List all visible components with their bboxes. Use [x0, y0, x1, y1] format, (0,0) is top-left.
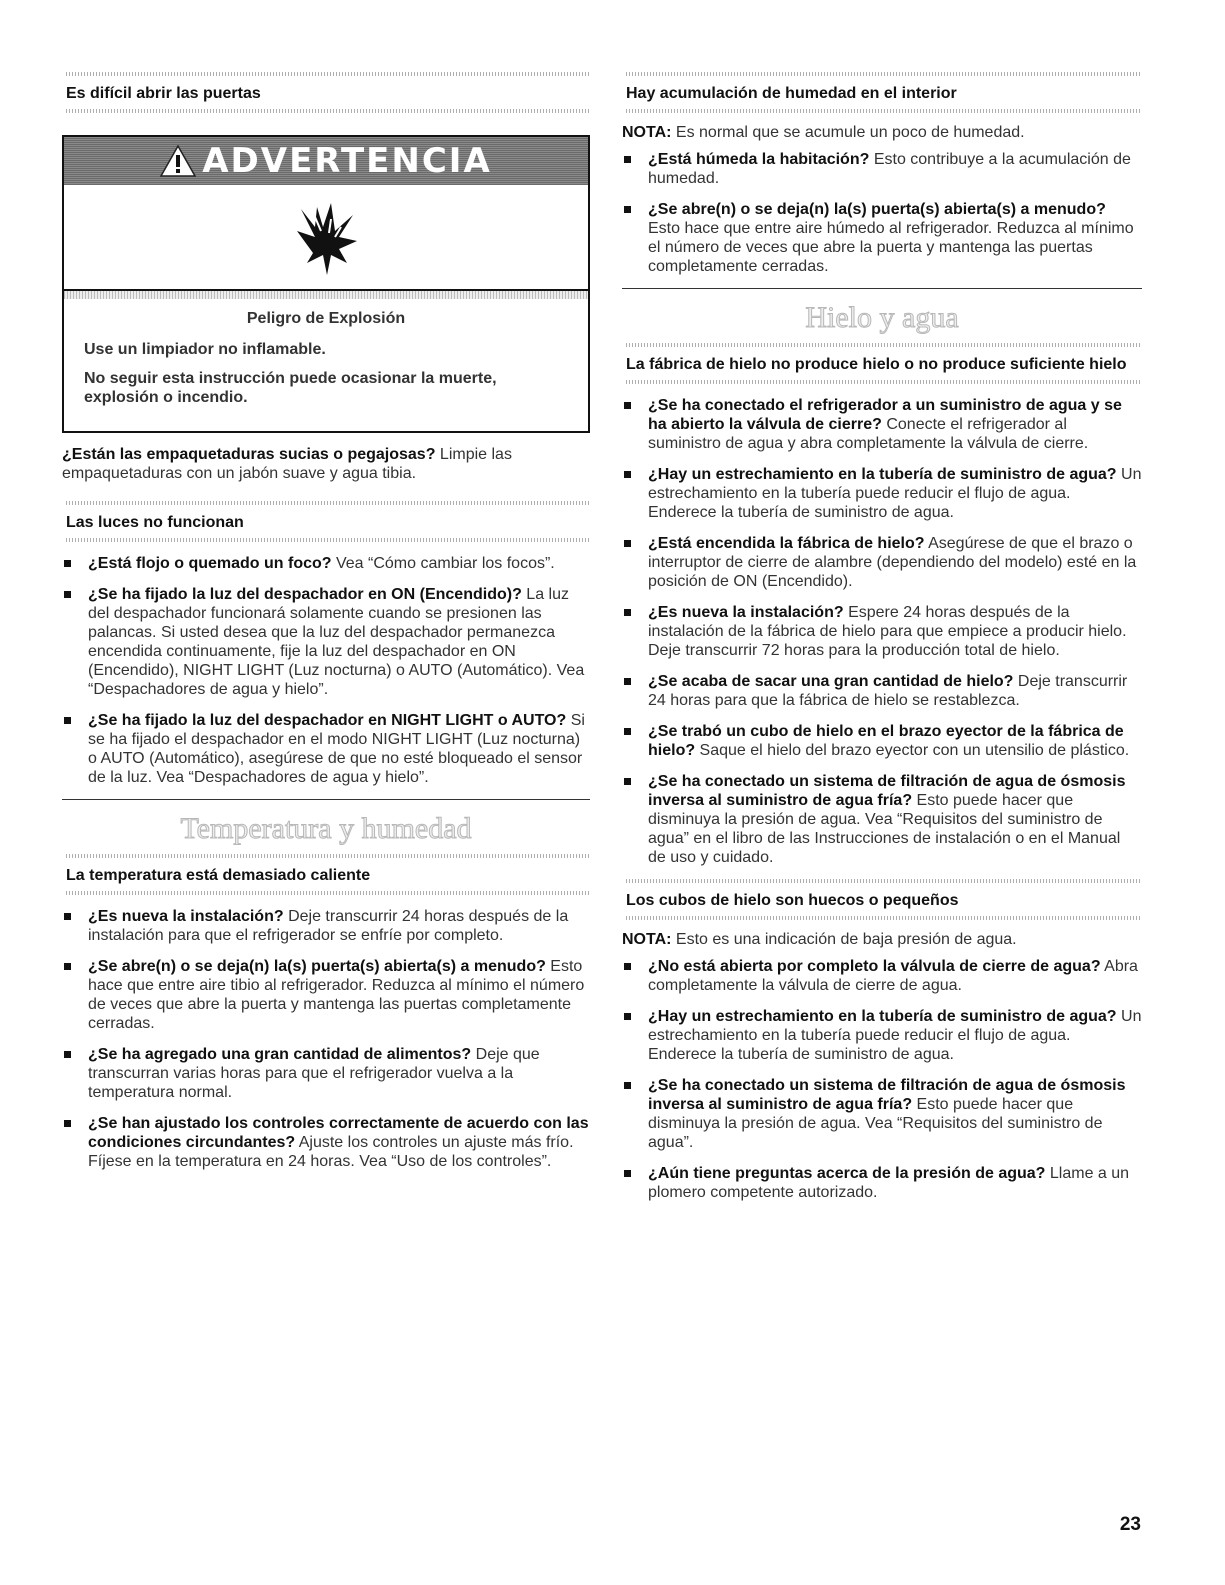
question-text: ¿Está húmeda la habitación? [648, 151, 870, 168]
dotted-rule [626, 879, 1142, 883]
question-text: ¿Se trabó un cubo de hielo en el brazo eyector de la fábrica de hielo? [648, 723, 1124, 759]
dotted-rule [66, 538, 590, 542]
explosion-icon [291, 197, 361, 277]
list-item [622, 200, 1142, 276]
note-text: Es normal que se acumule un poco de humedad. [671, 124, 1025, 141]
dotted-rule [66, 109, 590, 113]
warning-hazard: Peligro de Explosión [246, 310, 406, 327]
question-text: ¿Hay un estrechamiento en la tubería de suministro de agua? [648, 466, 1117, 483]
dotted-rule [66, 891, 590, 895]
dotted-rule [66, 854, 590, 858]
answer-text: Esto contribuye a la acumulación de humedad. [648, 151, 1131, 187]
note-label: NOTA: [622, 124, 672, 141]
list-item [622, 1164, 1142, 1202]
note-text: Esto es una indicación de baja presión de agua. [671, 931, 1017, 948]
list-item [62, 585, 590, 699]
heading-text: Los cubos de hielo son huecos o pequeños [626, 892, 959, 909]
question-text: ¿Se ha conectado un sistema de filtración de agua de ósmosis inversa al suministro de agua fría? [648, 773, 1126, 809]
answer-text: Deje transcurrir 24 horas después de la instalación para que el refrigerador se enfríe por completo. [88, 908, 569, 944]
note-label: NOTA: [622, 931, 672, 948]
question-text: ¿Se han ajustado los controles correctamente de acuerdo con las condiciones circundantes? [88, 1115, 589, 1151]
answer-text: Esto puede hacer que disminuya la presión de agua. Vea “Requisitos del suministro de agua” en el libro de las Instrucciones de instalación o en el Manual de uso y cuidado. [648, 792, 1121, 866]
heading-text: Hay acumulación de humedad en el interior [626, 85, 957, 102]
gaskets-paragraph [62, 445, 590, 483]
question-text: ¿Están las empaquetaduras sucias o pegajosas? [62, 446, 436, 463]
warning-header [64, 137, 588, 185]
answer-text: Un estrechamiento en la tubería puede reducir el flujo de agua. Enderece la tubería de suministro de agua. [648, 466, 1142, 521]
question-text: ¿Se ha conectado un sistema de filtración de agua de ósmosis inversa al suministro de agua fría? [648, 1077, 1126, 1113]
heading-text: La fábrica de hielo no produce hielo o no produce suficiente hielo [626, 356, 1127, 373]
list-item [62, 1045, 590, 1102]
section-heading-doors [62, 72, 590, 113]
heading-text: Las luces no funcionan [66, 514, 244, 531]
list-item [622, 534, 1142, 591]
dotted-rule [626, 343, 1142, 347]
list-item [622, 396, 1142, 453]
warning-box [62, 135, 590, 433]
answer-text: Saque el hielo del brazo eyector con un utensilio de plástico. [695, 742, 1130, 759]
question-text: ¿Es nueva la instalación? [88, 908, 284, 925]
question-text: ¿No está abierta por completo la válvula de cierre de agua? [648, 958, 1101, 975]
list-item [622, 150, 1142, 188]
humidity-list [622, 150, 1142, 276]
answer-text: Espere 24 horas después de la instalación de la fábrica de hielo para que empiece a producir hielo. Deje transcurrir 72 horas para la producción total de hielo. [648, 604, 1127, 659]
warning-triangle-icon [160, 145, 196, 177]
page-number: 23 [1119, 1514, 1141, 1535]
list-item [622, 957, 1142, 995]
question-text: ¿Se ha agregado una gran cantidad de alimentos? [88, 1046, 472, 1063]
temperature-list [62, 907, 590, 1171]
answer-text: Conecte el refrigerador al suministro de agua y abra completamente la válvula de cierre. [648, 416, 1089, 452]
section-heading-icemaker [622, 343, 1142, 384]
dotted-rule [626, 916, 1142, 920]
question-text: ¿Es nueva la instalación? [648, 604, 844, 621]
answer-text: Un estrechamiento en la tubería puede reducir el flujo de agua. Enderece la tubería de suministro de agua. [648, 1008, 1142, 1063]
warning-text [64, 299, 588, 431]
left-column [62, 72, 590, 1183]
cubes-list [622, 957, 1142, 1202]
section-title-ice: Hielo y agua [805, 301, 959, 334]
icemaker-list [622, 396, 1142, 867]
question-text: ¿Se abre(n) o se deja(n) la(s) puerta(s) abierta(s) a menudo? [648, 201, 1106, 218]
question-text: ¿Hay un estrechamiento en la tubería de suministro de agua? [648, 1008, 1117, 1025]
dotted-rule [626, 72, 1142, 76]
answer-text: Ajuste los controles un ajuste más frío. Fíjese en la temperatura en 24 horas. Vea “Uso de los controles”. [88, 1134, 574, 1170]
list-item [62, 907, 590, 945]
dotted-rule [66, 501, 590, 505]
answer-text: Si se ha fijado el despachador en el modo NIGHT LIGHT (Luz nocturna) o AUTO (Automático), asegúrese de que no esté bloqueado el sensor de la luz. Vea “Despachadores de agua y hielo”. [88, 712, 585, 786]
warning-title: ADVERTENCIA [202, 141, 492, 181]
question-text: ¿Se acaba de sacar una gran cantidad de hielo? [648, 673, 1014, 690]
warning-icon-area [64, 185, 588, 291]
answer-text: Esto puede hacer que disminuya la presión de agua. Vea “Requisitos del suministro de agua”. [648, 1096, 1103, 1151]
list-item [62, 1114, 590, 1171]
heading-text: La temperatura está demasiado caliente [66, 867, 371, 884]
cubes-note [622, 930, 1142, 949]
question-text: ¿Está flojo o quemado un foco? [88, 555, 332, 572]
answer-text: Llame a un plomero competente autorizado. [648, 1165, 1130, 1201]
dotted-rule [626, 109, 1142, 113]
question-text: ¿Se ha conectado el refrigerador a un suministro de agua y se ha abierto la válvula de cierre? [648, 397, 1122, 433]
answer-text: Deje transcurrir 24 horas para que la fábrica de hielo se restablezca. [648, 673, 1128, 709]
section-heading-lights [62, 501, 590, 542]
answer-text: Limpie las empaquetaduras con un jabón suave y agua tibia. [62, 446, 512, 482]
question-text: ¿Está encendida la fábrica de hielo? [648, 535, 925, 552]
list-item [622, 465, 1142, 522]
question-text: ¿Aún tiene preguntas acerca de la presión de agua? [648, 1165, 1046, 1182]
answer-text: Abra completamente la válvula de cierre de agua. [648, 958, 1138, 994]
section-heading-humidity [622, 72, 1142, 113]
list-item [622, 722, 1142, 760]
answer-text: Esto hace que entre aire húmedo al refrigerador. Reduzca al mínimo el número de veces que abre la puerta y mantenga las puertas completamente cerradas. [648, 220, 1134, 275]
section-heading-cubes [622, 879, 1142, 920]
question-text: ¿Se ha fijado la luz del despachador en ON (Encendido)? [88, 586, 522, 603]
heading-text: Es difícil abrir las puertas [66, 85, 261, 102]
list-item [622, 1007, 1142, 1064]
right-column [622, 72, 1142, 1214]
answer-text: Asegúrese de que el brazo o interruptor de cierre de alambre (dependiendo del modelo) esté en la posición de ON (Encendido). [648, 535, 1137, 590]
list-item [62, 957, 590, 1033]
list-item [622, 603, 1142, 660]
question-text: ¿Se abre(n) o se deja(n) la(s) puerta(s) abierta(s) a menudo? [88, 958, 546, 975]
warning-band [64, 291, 588, 299]
list-item [622, 672, 1142, 710]
answer-text: La luz del despachador funcionará solamente cuando se presionen las palancas. Si usted desea que la luz del despachador permanezca encendida continuamente, fije la luz del despachador en ON (Encendido), NIGHT LIGHT (Luz nocturna) o AUTO (Automático). Vea “Despachadores de agua y hielo”. [88, 586, 585, 698]
humidity-note [622, 123, 1142, 142]
list-item [62, 554, 590, 573]
dotted-rule [626, 380, 1142, 384]
section-heading-temperature [62, 854, 590, 895]
list-item [62, 711, 590, 787]
list-item [622, 772, 1142, 867]
warning-line-1: Use un limpiador no inflamable. [84, 341, 326, 358]
list-item [622, 1076, 1142, 1152]
answer-text: Deje que transcurran varias horas para que el refrigerador vuelva a la temperatura normal. [88, 1046, 540, 1101]
lights-list [62, 554, 590, 787]
warning-line-2: No seguir esta instrucción puede ocasionar la muerte, explosión o incendio. [84, 370, 497, 406]
answer-text: Vea “Cómo cambiar los focos”. [331, 555, 555, 572]
answer-text: Esto hace que entre aire tibio al refrigerador. Reduzca al mínimo el número de veces que abre la puerta y mantenga las puertas completamente cerradas. [88, 958, 585, 1032]
dotted-rule [66, 72, 590, 76]
question-text: ¿Se ha fijado la luz del despachador en NIGHT LIGHT o AUTO? [88, 712, 567, 729]
section-title-temperature: Temperatura y humedad [180, 812, 472, 845]
